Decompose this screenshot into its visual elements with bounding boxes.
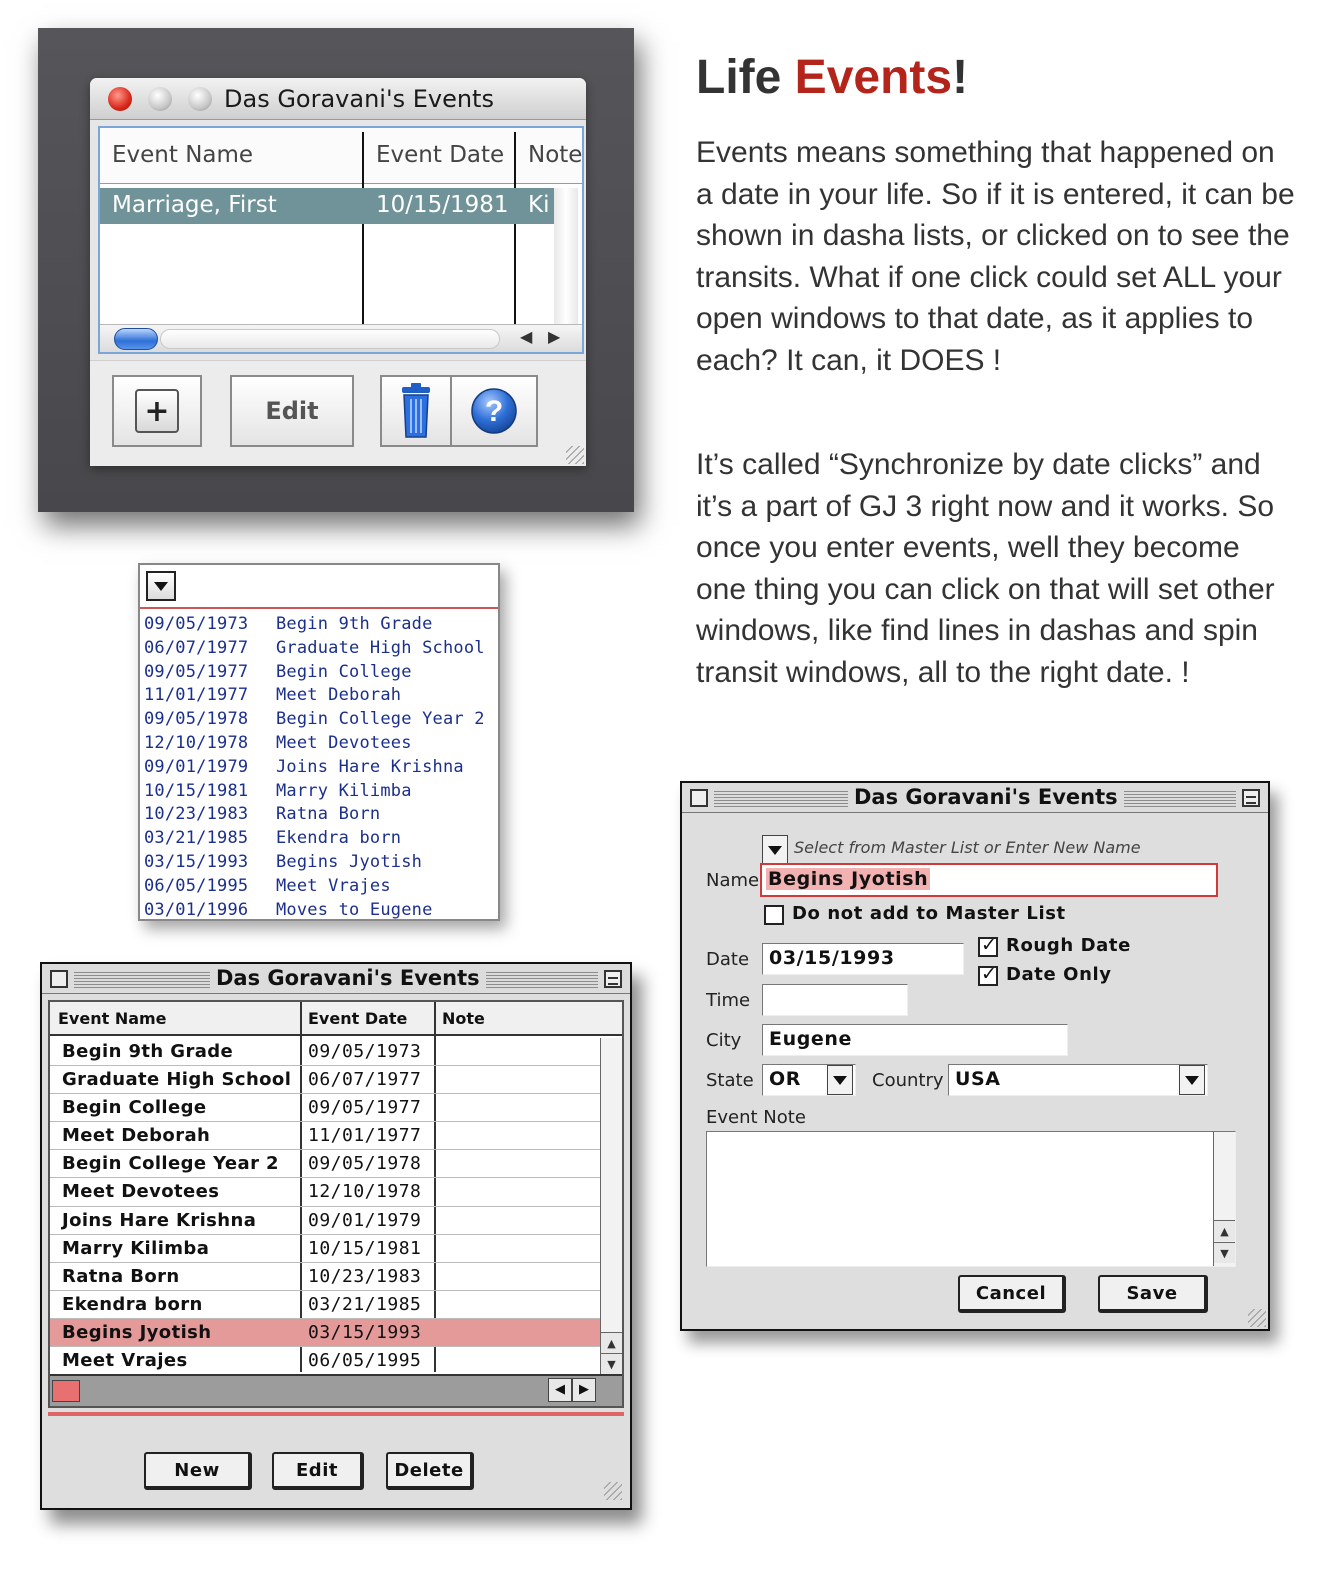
- popup-list-item[interactable]: [144, 756, 496, 780]
- country-select[interactable]: [948, 1064, 1208, 1096]
- popup-item-label: Joins Hare Krishna: [276, 756, 464, 777]
- trash-icon: [399, 383, 433, 439]
- cell-event-name: Ratna Born: [62, 1265, 180, 1287]
- popup-item-label: Graduate High School: [276, 637, 485, 658]
- table-row[interactable]: [50, 1347, 600, 1375]
- cell-event-date: 09/05/1973: [308, 1041, 422, 1062]
- aqua-events-window: [90, 78, 586, 466]
- popup-item-label: Meet Devotees: [276, 732, 412, 753]
- popup-item-label: Meet Deborah: [276, 685, 402, 706]
- table-row[interactable]: [50, 1094, 600, 1122]
- intro-paragraph: Events means something that happened on a date in your life. So if it is entered, it can be shown in dasha lists, or clicked on to see the transits. What if one click could set ALL your open windows to that date, as it applies to each? It can, it DOES !: [696, 136, 1295, 377]
- cell-event-date: 03/21/1985: [308, 1293, 422, 1315]
- cell-event-date: 12/10/1978: [308, 1181, 422, 1203]
- popup-list-item[interactable]: [144, 613, 496, 637]
- city-label: City: [706, 1030, 742, 1051]
- popup-item-label: Meet Vrajes: [276, 875, 391, 896]
- cell-event-date: 09/05/1977: [308, 1097, 422, 1119]
- cell-note: Ki: [528, 192, 550, 218]
- table-window-titlebar[interactable]: [42, 964, 630, 994]
- divider: [48, 1412, 624, 1416]
- scroll-thumb[interactable]: [114, 328, 158, 350]
- edit-window-title: Das Goravani's Events: [848, 785, 1124, 809]
- table-header: [50, 1002, 622, 1036]
- table-row[interactable]: [50, 1178, 600, 1206]
- popup-list-item[interactable]: [144, 803, 496, 827]
- horizontal-scrollbar[interactable]: [50, 1374, 622, 1406]
- column-header-event-name[interactable]: Event Name: [112, 142, 254, 168]
- scroll-track[interactable]: [160, 329, 500, 349]
- rough-date-checkbox[interactable]: [978, 937, 998, 957]
- cell-event-name: Begin College Year 2: [62, 1153, 279, 1175]
- name-field-value: Begins Jyotish: [768, 868, 929, 890]
- popup-list-item[interactable]: [144, 637, 496, 661]
- scroll-left-arrow-icon[interactable]: ◀: [548, 1378, 572, 1402]
- delete-event-button[interactable]: [380, 375, 452, 447]
- scroll-left-arrow-icon[interactable]: ◀: [520, 327, 533, 346]
- state-dropdown-button[interactable]: [827, 1065, 853, 1095]
- aqua-events-table: [98, 126, 584, 354]
- add-event-button[interactable]: [112, 375, 202, 447]
- cell-event-name: Meet Deborah: [62, 1125, 211, 1147]
- popup-header: [140, 565, 498, 609]
- table-window-title: Das Goravani's Events: [210, 966, 486, 990]
- table-row[interactable]: [50, 1066, 600, 1094]
- cancel-button[interactable]: Cancel: [958, 1275, 1066, 1313]
- popup-item-label: Begin College: [276, 661, 412, 682]
- chevron-down-icon: [768, 846, 782, 855]
- minimize-window-button[interactable]: [148, 87, 172, 111]
- cell-event-date: 10/15/1981: [308, 1237, 422, 1259]
- column-divider: [434, 1002, 436, 1036]
- time-field[interactable]: [762, 984, 908, 1016]
- headline-part1: Life: [696, 51, 795, 104]
- vertical-scrollbar[interactable]: [600, 1038, 622, 1374]
- aqua-button-bar: [90, 360, 586, 466]
- cell-event-date: 06/07/1977: [308, 1069, 422, 1091]
- popup-item-date: 09/05/1978: [144, 709, 249, 730]
- cell-event-name: Meet Devotees: [62, 1181, 220, 1203]
- resize-grip[interactable]: [1248, 1309, 1266, 1327]
- column-header-event-date[interactable]: Event Date: [376, 142, 505, 168]
- city-field-value: Eugene: [769, 1028, 853, 1050]
- zoom-box-icon[interactable]: [1242, 789, 1260, 807]
- cell-event-date: 03/15/1993: [308, 1321, 422, 1343]
- popup-item-date: 03/15/1993: [144, 851, 249, 872]
- popup-item-label: Begins Jyotish: [276, 851, 423, 872]
- column-divider: [514, 132, 516, 326]
- table-row[interactable]: [50, 1263, 600, 1291]
- help-glyph: ?: [484, 395, 504, 428]
- rough-date-label: Rough Date: [1006, 935, 1131, 956]
- column-divider: [362, 132, 364, 326]
- popup-item-date: 06/05/1995: [144, 875, 249, 896]
- table-row[interactable]: [50, 1122, 600, 1150]
- table-row[interactable]: [50, 1291, 600, 1319]
- cell-event-date: 06/05/1995: [308, 1350, 422, 1372]
- column-header-event-name[interactable]: Event Name: [58, 1009, 167, 1028]
- popup-item-date: 03/01/1996: [144, 899, 249, 920]
- cell-event-date: 11/01/1977: [308, 1125, 422, 1147]
- name-field[interactable]: [760, 863, 1218, 897]
- cell-event-name: Meet Vrajes: [62, 1350, 188, 1372]
- cell-event-name: Begin College: [62, 1097, 207, 1119]
- popup-item-date: 09/05/1977: [144, 661, 249, 682]
- city-field[interactable]: [762, 1024, 1068, 1056]
- popup-item-date: 09/01/1979: [144, 756, 249, 777]
- table-row[interactable]: [50, 1150, 600, 1178]
- popup-item-date: 11/01/1977: [144, 685, 249, 706]
- table-button-bar: [48, 1442, 624, 1502]
- column-header-note[interactable]: Note: [442, 1009, 485, 1028]
- popup-item-label: Begin College Year 2: [276, 709, 485, 730]
- cell-event-name: Marriage, First: [112, 192, 277, 218]
- state-select[interactable]: [762, 1064, 856, 1096]
- cell-event-date: 10/15/1981: [376, 192, 509, 218]
- table-rows: [50, 1038, 600, 1403]
- master-list-dropdown-button[interactable]: [762, 835, 788, 865]
- cell-event-date: 09/05/1978: [308, 1153, 422, 1175]
- date-label: Date: [706, 949, 750, 970]
- table-row-selected[interactable]: [50, 1319, 600, 1347]
- resize-grip[interactable]: [566, 446, 584, 464]
- popup-item-date: 09/05/1973: [144, 614, 249, 634]
- event-note-textarea[interactable]: [706, 1131, 1236, 1267]
- date-field-value: 03/15/1993: [769, 947, 895, 969]
- cell-event-name: Graduate High School: [62, 1069, 292, 1091]
- scroll-up-arrow-icon[interactable]: ▲: [1214, 1220, 1235, 1241]
- events-popup-list: [138, 563, 500, 921]
- chevron-down-icon: [1185, 1076, 1199, 1085]
- popup-list-item[interactable]: [144, 851, 496, 875]
- country-dropdown-button[interactable]: [1179, 1065, 1205, 1095]
- popup-item-date: 03/21/1985: [144, 828, 249, 849]
- headline-part3: !: [952, 51, 969, 104]
- popup-item-date: 10/23/1983: [144, 804, 249, 825]
- popup-item-label: Marry Kilimba: [276, 780, 412, 801]
- table-row[interactable]: [50, 1038, 600, 1066]
- cell-event-name: Begins Jyotish: [62, 1321, 212, 1343]
- help-button[interactable]: [450, 375, 538, 447]
- popup-item-label: Ratna Born: [276, 804, 381, 825]
- cell-event-name: Marry Kilimba: [62, 1237, 210, 1259]
- master-list-hint: Select from Master List or Enter New Name: [794, 838, 1141, 857]
- aqua-window-title: Das Goravani's Events: [224, 85, 494, 113]
- popup-item-label: Moves to Eugene: [276, 899, 433, 920]
- do-not-add-label: Do not add to Master List: [792, 903, 1066, 924]
- scroll-right-arrow-icon[interactable]: ▶: [548, 327, 561, 346]
- close-window-button[interactable]: [108, 87, 132, 111]
- popup-list-item[interactable]: [144, 708, 496, 732]
- popup-list-item[interactable]: [144, 780, 496, 804]
- resize-grip[interactable]: [604, 1482, 622, 1500]
- table-row[interactable]: [50, 1235, 600, 1263]
- delete-event-button[interactable]: Delete: [386, 1452, 474, 1490]
- close-box-icon[interactable]: [50, 970, 68, 988]
- time-label: Time: [706, 990, 751, 1011]
- cell-event-date: 09/01/1979: [308, 1209, 422, 1231]
- popup-item-label: Begin 9th Grade: [276, 614, 433, 634]
- chevron-down-icon: [833, 1076, 847, 1085]
- cell-event-name: Ekendra born: [62, 1293, 203, 1315]
- column-header-event-date[interactable]: Event Date: [308, 1009, 408, 1028]
- popup-list-item[interactable]: [144, 661, 496, 685]
- edit-event-button[interactable]: Edit: [272, 1452, 364, 1490]
- date-only-checkbox[interactable]: [978, 966, 998, 986]
- scroll-down-arrow-icon[interactable]: ▼: [1214, 1242, 1235, 1263]
- vertical-scrollbar[interactable]: [554, 188, 578, 324]
- event-edit-window: [680, 781, 1270, 1331]
- popup-list-item[interactable]: [144, 827, 496, 851]
- popup-list-item[interactable]: [144, 684, 496, 708]
- state-label: State: [706, 1070, 754, 1091]
- new-event-button[interactable]: New: [144, 1452, 252, 1490]
- popup-toggle-button[interactable]: [146, 571, 176, 601]
- date-only-label: Date Only: [1006, 964, 1112, 985]
- do-not-add-checkbox[interactable]: [764, 905, 784, 925]
- popup-items: [144, 613, 496, 922]
- events-table: [48, 1000, 624, 1408]
- country-select-value: USA: [955, 1068, 1001, 1090]
- table-row[interactable]: [50, 1207, 600, 1235]
- classic-events-table-window: [40, 962, 632, 1510]
- popup-item-date: 12/10/1978: [144, 732, 249, 753]
- plus-icon: +: [135, 389, 179, 433]
- zoom-box-icon[interactable]: [604, 970, 622, 988]
- headline-highlight: Events: [794, 51, 953, 104]
- column-header-note[interactable]: Note: [528, 142, 583, 168]
- popup-item-label: Ekendra born: [276, 828, 402, 849]
- page-title: [696, 50, 968, 105]
- cell-event-name: Joins Hare Krishna: [62, 1209, 257, 1231]
- chevron-down-icon: [154, 582, 168, 591]
- zoom-window-button[interactable]: [188, 87, 212, 111]
- horizontal-scrollbar[interactable]: [100, 324, 582, 352]
- date-field[interactable]: [762, 943, 964, 975]
- column-divider: [300, 1002, 302, 1036]
- edit-window-titlebar[interactable]: [682, 783, 1268, 813]
- popup-item-date: 06/07/1977: [144, 637, 249, 658]
- scroll-up-arrow-icon[interactable]: ▲: [601, 1332, 622, 1353]
- scroll-right-arrow-icon[interactable]: ▶: [572, 1378, 596, 1402]
- popup-list-item[interactable]: [144, 732, 496, 756]
- cell-event-date: 10/23/1983: [308, 1265, 422, 1287]
- cell-event-name: Begin 9th Grade: [62, 1041, 234, 1062]
- scroll-thumb[interactable]: [52, 1380, 80, 1402]
- close-box-icon[interactable]: [690, 789, 708, 807]
- save-button[interactable]: Save: [1098, 1275, 1208, 1313]
- name-label: Name: [706, 870, 760, 891]
- popup-list-item[interactable]: [144, 875, 496, 899]
- event-note-label: Event Note: [706, 1107, 806, 1128]
- popup-list-item[interactable]: [144, 899, 496, 923]
- scroll-down-arrow-icon[interactable]: ▼: [601, 1353, 622, 1374]
- state-select-value: OR: [769, 1068, 801, 1090]
- table-row-selected[interactable]: [100, 188, 554, 224]
- note-scrollbar[interactable]: [1213, 1132, 1235, 1266]
- aqua-table-header: [100, 128, 582, 184]
- edit-event-button[interactable]: Edit: [230, 375, 354, 447]
- help-icon: [470, 387, 518, 435]
- aqua-titlebar[interactable]: [90, 78, 586, 120]
- country-label: Country: [872, 1070, 944, 1091]
- popup-item-date: 10/15/1981: [144, 780, 249, 801]
- sync-paragraph: It’s called “Synchronize by date clicks” and it’s a part of GJ 3 right now and it works. So once you enter events, well they become one thing you can click on that will set other windows, like find lines in dashas and spin transit windows, all to the right date. !: [696, 448, 1275, 689]
